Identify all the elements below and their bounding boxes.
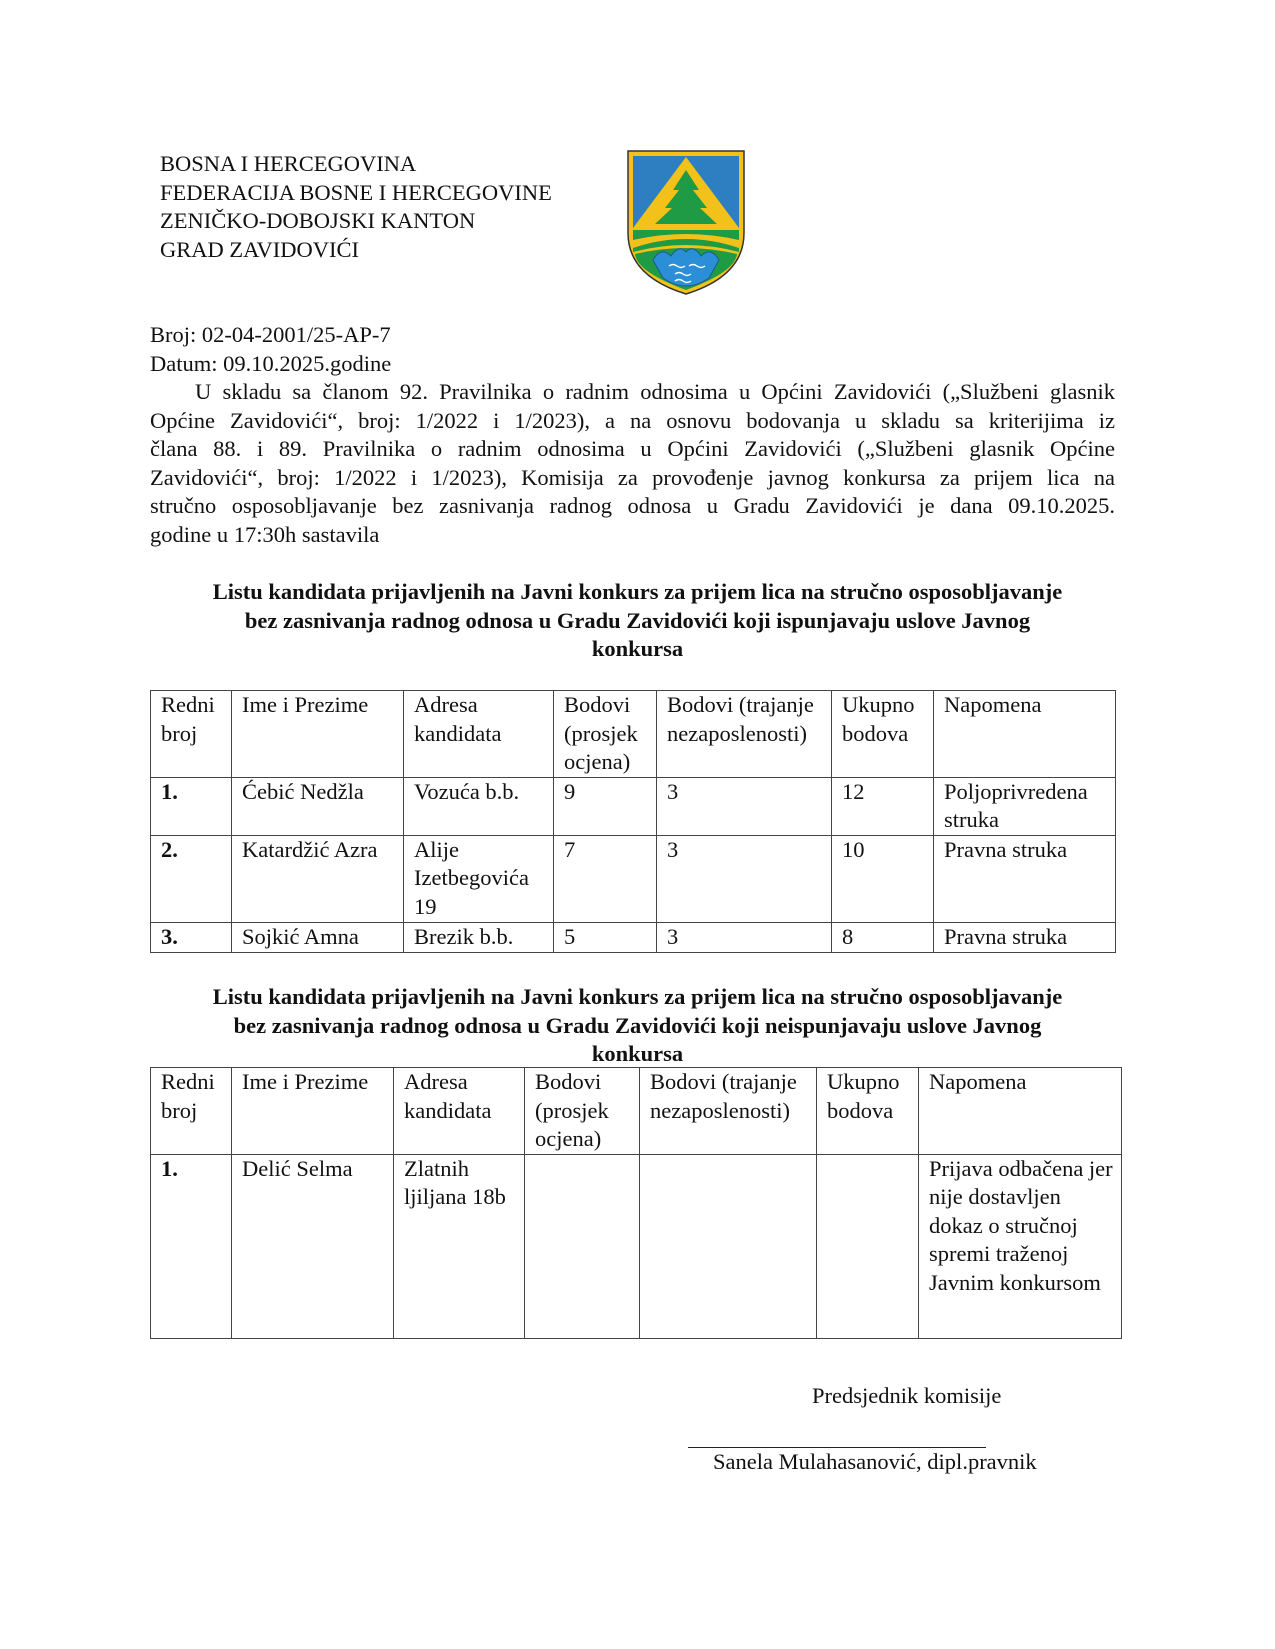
cell-note: Poljoprivredena struka bbox=[934, 777, 1116, 835]
cell-name: Katardžić Azra bbox=[232, 835, 404, 922]
col-header-grade-points: Bodovi (prosjek ocjena) bbox=[525, 1068, 640, 1155]
cell-no: 2. bbox=[151, 835, 232, 922]
cell-unemployment-points: 3 bbox=[657, 835, 832, 922]
col-header-total: Ukupno bodova bbox=[817, 1068, 919, 1155]
heading-line: konkursa bbox=[591, 636, 684, 661]
ineligible-candidates-table bbox=[150, 1067, 1122, 1339]
col-header-no: Redni broj bbox=[151, 1068, 232, 1155]
table-header-row bbox=[151, 1068, 1122, 1155]
paragraph-line: Općine Zavidovići“, broj: 1/2022 i 1/2023), a na osnovu bodovanja u skladu sa kriterijima iz bbox=[150, 407, 1115, 433]
cell-grade-points bbox=[525, 1154, 640, 1338]
table-row bbox=[151, 1154, 1122, 1338]
cell-unemployment-points: 3 bbox=[657, 922, 832, 952]
header-line-country: BOSNA I HERCEGOVINA bbox=[160, 151, 417, 176]
header-line-city: GRAD ZAVIDOVIĆI bbox=[160, 236, 359, 262]
cell-no: 3. bbox=[151, 922, 232, 952]
col-header-no: Redni broj bbox=[151, 691, 232, 778]
paragraph-line: stručno osposobljavanje bez zasnivanja radnog odnosa u Gradu Zavidovići je dana 09.10.2025. bbox=[150, 493, 1115, 518]
eligible-candidates-table bbox=[150, 690, 1116, 953]
cell-note: Pravna struka bbox=[934, 922, 1116, 952]
signatory-name: Sanela Mulahasanović, dipl.pravnik bbox=[713, 1449, 1037, 1474]
cell-note: Prijava odbačena jer nije dostavljen dokaz o stručnoj spremi traženoj Javnim konkursom bbox=[919, 1154, 1122, 1338]
cell-name: Delić Selma bbox=[232, 1154, 394, 1338]
list1-heading bbox=[150, 578, 1125, 664]
cell-total: 12 bbox=[832, 777, 934, 835]
col-header-grade-points: Bodovi (prosjek ocjena) bbox=[554, 691, 657, 778]
heading-line: bez zasnivanja radnog odnosa u Gradu Zavidovići koji ispunjavaju uslove Javnog bbox=[244, 607, 1031, 633]
cell-address: Vozuća b.b. bbox=[404, 777, 554, 835]
table-row bbox=[151, 922, 1116, 952]
paragraph-line: člana 88. i 89. Pravilnika o radnim odnosima u Općini Zavidovići („Službeni glasnik Općine bbox=[150, 436, 1115, 461]
issuer-header bbox=[160, 150, 552, 264]
signature-title: Predsjednik komisije bbox=[812, 1383, 1002, 1408]
col-header-name: Ime i Prezime bbox=[232, 691, 404, 778]
cell-unemployment-points: 3 bbox=[657, 777, 832, 835]
cell-address: Alije Izetbegovića 19 bbox=[404, 835, 554, 922]
col-header-unemployment-points: Bodovi (trajanje nezaposlenosti) bbox=[640, 1068, 817, 1155]
document-date: Datum: 09.10.2025.godine bbox=[150, 350, 392, 376]
intro-paragraph bbox=[150, 378, 1115, 549]
header-line-federation: FEDERACIJA BOSNE I HERCEGOVINE bbox=[160, 179, 552, 205]
cell-address: Brezik b.b. bbox=[404, 922, 554, 952]
cell-grade-points: 9 bbox=[554, 777, 657, 835]
cell-total: 8 bbox=[832, 922, 934, 952]
cell-name: Ćebić Nedžla bbox=[232, 777, 404, 835]
paragraph-line: Zavidovići“, broj: 1/2022 i 1/2023), Komisija za provođenje javnog konkursa za prijem lica na bbox=[150, 464, 1115, 490]
cell-address: Zlatnih ljiljana 18b bbox=[394, 1154, 525, 1338]
cell-grade-points: 7 bbox=[554, 835, 657, 922]
cell-unemployment-points bbox=[640, 1154, 817, 1338]
heading-line: Listu kandidata prijavljenih na Javni konkurs za prijem lica na stručno osposobljavanje bbox=[212, 579, 1063, 604]
col-header-note: Napomena bbox=[934, 691, 1116, 778]
col-header-total: Ukupno bodova bbox=[832, 691, 934, 778]
col-header-unemployment-points: Bodovi (trajanje nezaposlenosti) bbox=[657, 691, 832, 778]
paragraph-line: godine u 17:30h sastavila bbox=[150, 521, 380, 547]
cell-no: 1. bbox=[151, 1154, 232, 1338]
header-line-canton: ZENIČKO-DOBOJSKI KANTON bbox=[160, 208, 476, 233]
document-number: Broj: 02-04-2001/25-AP-7 bbox=[150, 322, 391, 347]
col-header-note: Napomena bbox=[919, 1068, 1122, 1155]
table-header-row bbox=[151, 691, 1116, 778]
document-meta bbox=[150, 321, 391, 378]
table-row bbox=[151, 835, 1116, 922]
heading-line: bez zasnivanja radnog odnosa u Gradu Zavidovići koji neispunjavaju uslove Javnog bbox=[233, 1012, 1042, 1038]
cell-no: 1. bbox=[151, 777, 232, 835]
coat-of-arms-icon bbox=[625, 148, 747, 296]
heading-line: Listu kandidata prijavljenih na Javni konkurs za prijem lica na stručno osposobljavanje bbox=[212, 984, 1063, 1009]
cell-grade-points: 5 bbox=[554, 922, 657, 952]
col-header-address: Adresa kandidata bbox=[404, 691, 554, 778]
list2-heading bbox=[150, 983, 1125, 1069]
col-header-name: Ime i Prezime bbox=[232, 1068, 394, 1155]
table-row bbox=[151, 777, 1116, 835]
col-header-address: Adresa kandidata bbox=[394, 1068, 525, 1155]
paragraph-line: U skladu sa članom 92. Pravilnika o radnim odnosima u Općini Zavidovići („Službeni glasnik bbox=[195, 379, 1115, 404]
cell-name: Sojkić Amna bbox=[232, 922, 404, 952]
cell-total bbox=[817, 1154, 919, 1338]
heading-line: konkursa bbox=[591, 1041, 684, 1066]
cell-note: Pravna struka bbox=[934, 835, 1116, 922]
cell-total: 10 bbox=[832, 835, 934, 922]
